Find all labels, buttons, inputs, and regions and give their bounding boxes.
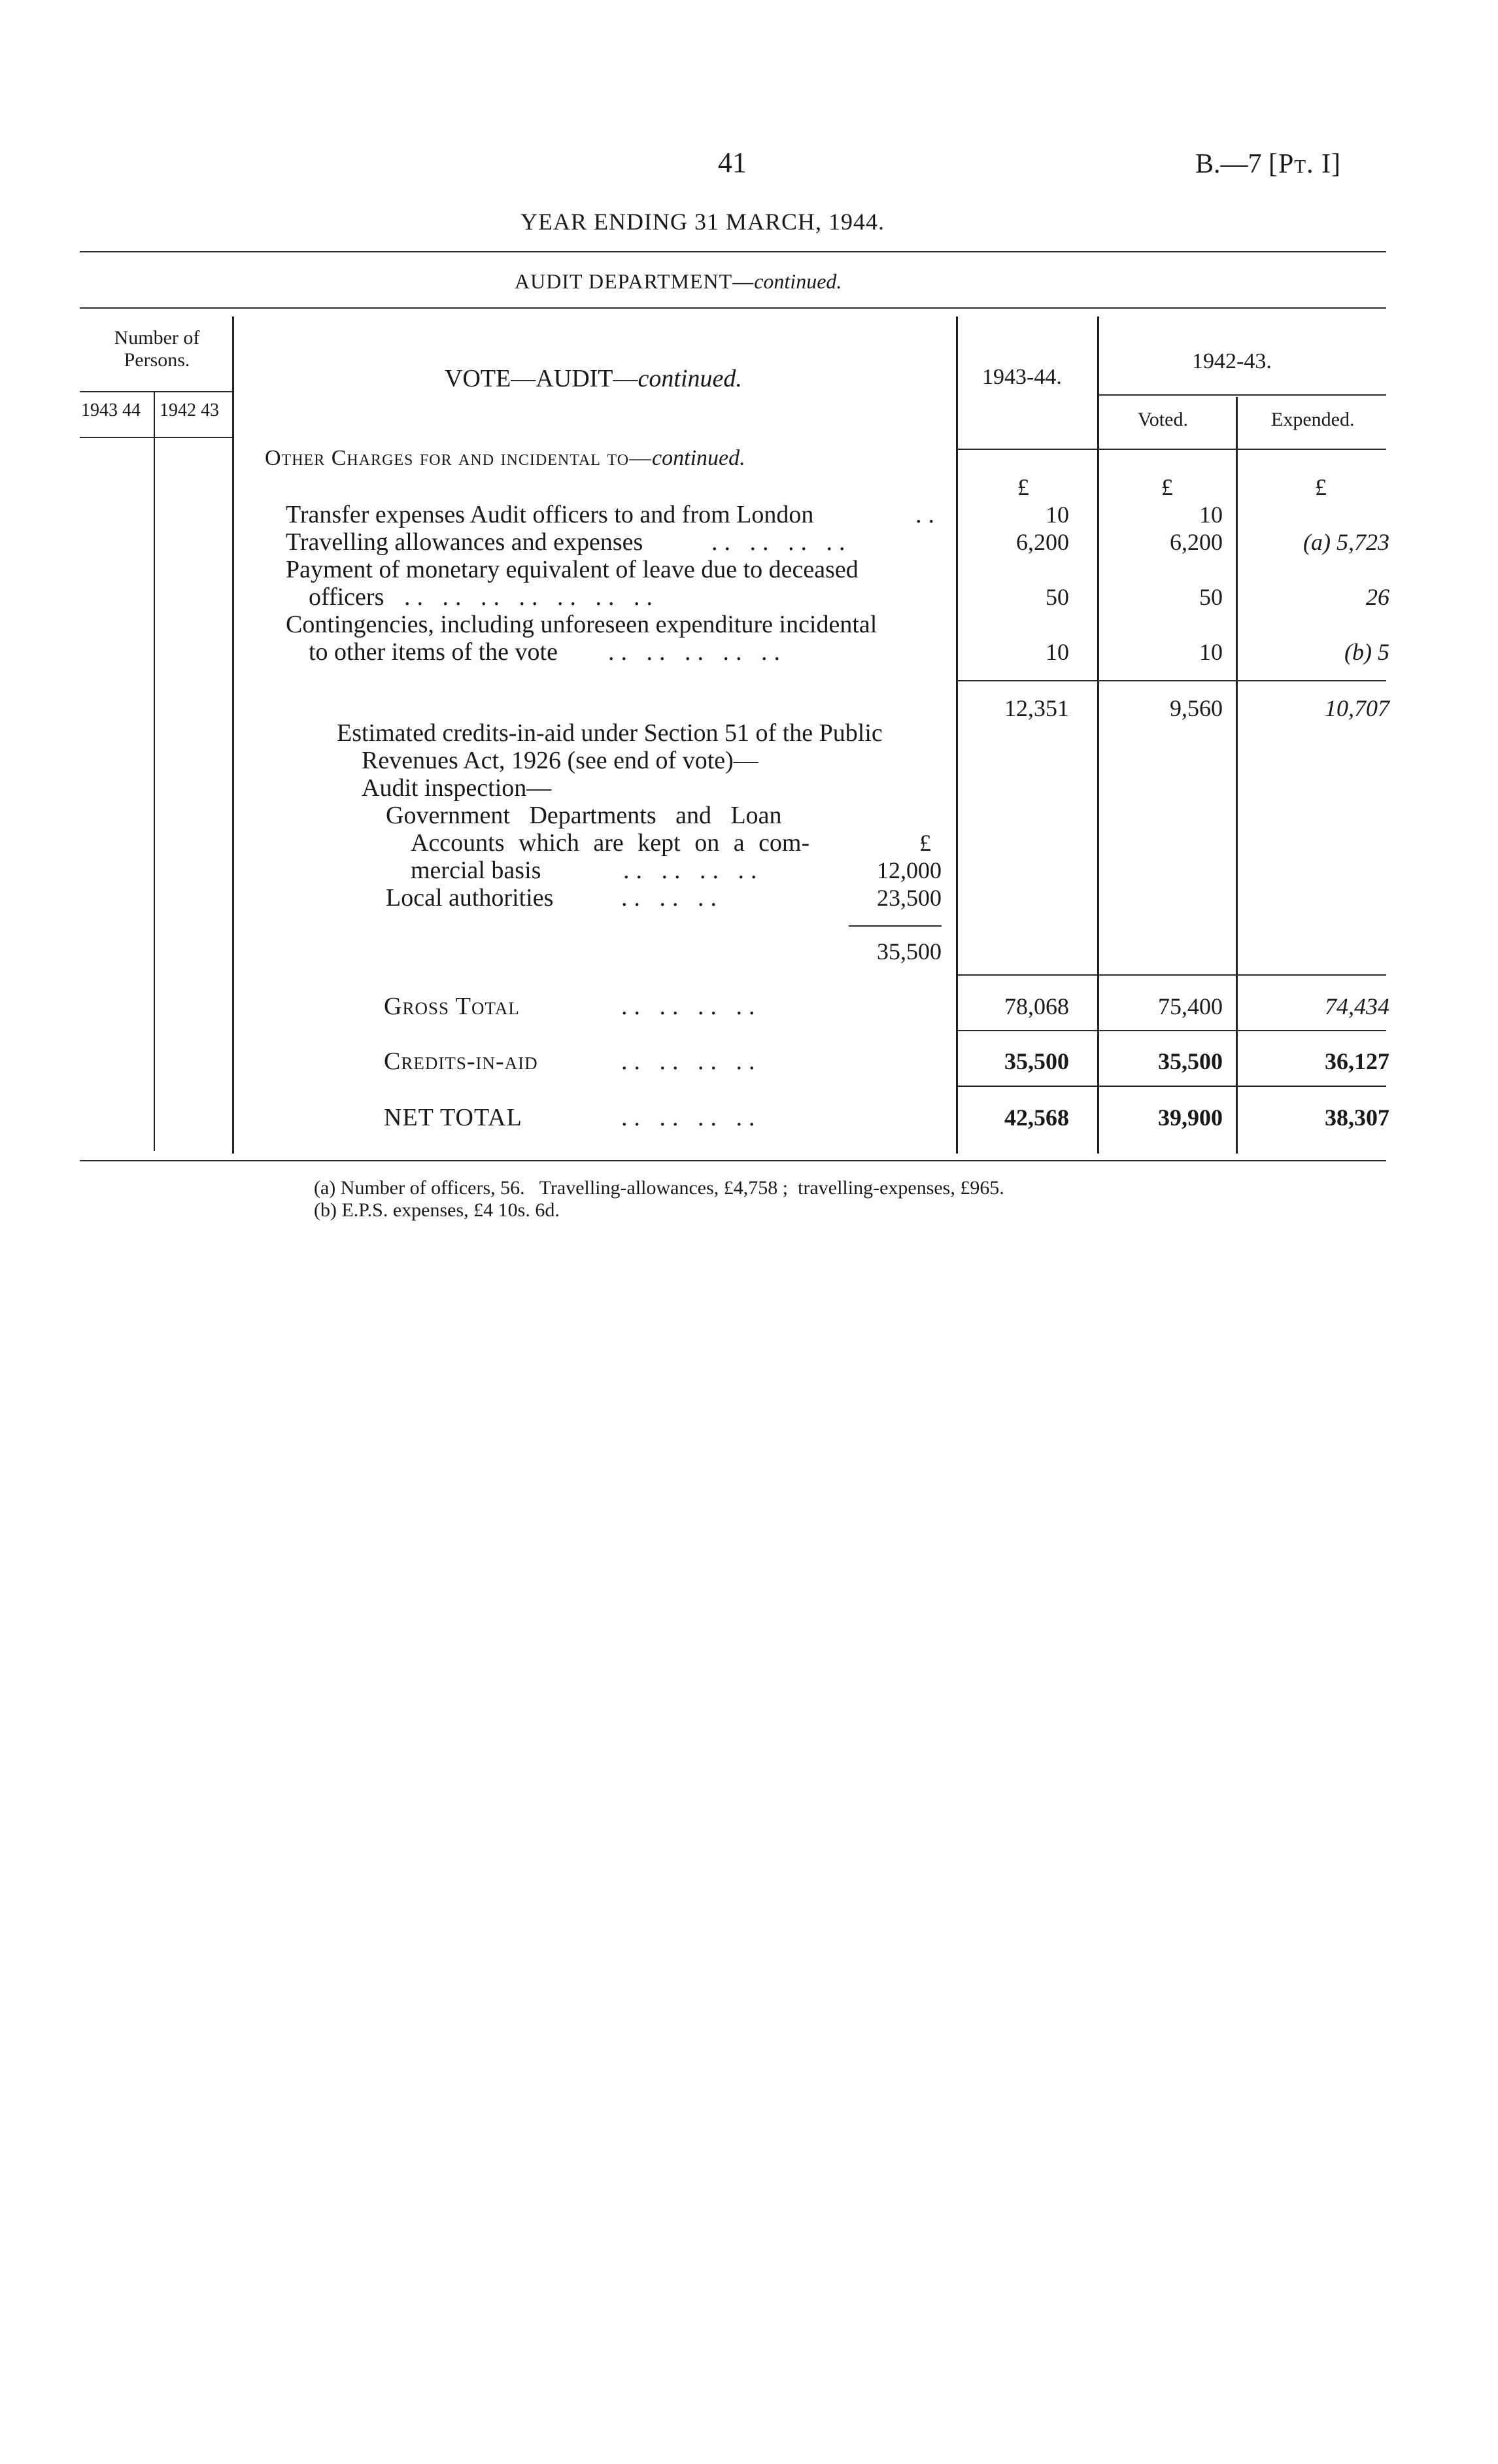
credits-note-dots: .. .. .. .. (623, 857, 764, 884)
section-heading-suffix: continued. (652, 446, 745, 470)
persons-col-1942: 1942 43 (160, 400, 219, 420)
section-heading-text: Other Charges for and incidental to— (265, 446, 653, 470)
department-title-text: AUDIT DEPARTMENT— (515, 269, 755, 293)
col-header-1943-44: 1943-44. (982, 365, 1062, 389)
persons-col-1943: 1943 44 (81, 400, 141, 420)
total-value-voted: 35,500 (1158, 1048, 1223, 1074)
footnote-b: (b) E.P.S. expenses, £4 10s. 6d. (314, 1199, 560, 1221)
credits-note-rule (849, 925, 942, 927)
credits-note-total: 35,500 (877, 938, 942, 965)
total-label: Gross Total (384, 993, 520, 1020)
footnote-a: (a) Number of officers, 56. Travelling-allowances, £4,758 ; travelling-expenses, £965. (314, 1177, 1004, 1199)
persons-subheader-rule (80, 437, 234, 438)
year-title: YEAR ENDING 31 MARCH, 1944. (520, 209, 885, 235)
row-label: to other items of the vote (309, 638, 558, 666)
currency-current: £ (1017, 474, 1029, 500)
credits-note-currency: £ (919, 830, 931, 856)
credits-note-value: 23,500 (877, 885, 942, 911)
vote-title (445, 365, 742, 392)
row-label: Contingencies, including unforeseen expenditure incidental (286, 611, 877, 638)
row-value-expended: 26 (1366, 584, 1389, 610)
subtotal-current: 12,351 (1004, 695, 1069, 721)
page-number: 41 (718, 146, 747, 179)
row-label: Transfer expenses Audit officers to and from London (286, 501, 814, 528)
persons-header-rule (80, 391, 234, 392)
credits-note-line: Accounts which are kept on a com- (411, 829, 810, 857)
row-label: Travelling allowances and expenses (286, 528, 643, 556)
total-value-current: 42,568 (1004, 1104, 1069, 1131)
row-value-current: 6,200 (1016, 529, 1069, 555)
row-value-voted: 10 (1199, 502, 1223, 528)
total-value-voted: 39,900 (1158, 1104, 1223, 1131)
credits-note-value: 12,000 (877, 857, 942, 883)
row-value-voted: 6,200 (1170, 529, 1223, 555)
credits-note-dots: .. .. .. (621, 884, 723, 912)
persons-divider (154, 392, 155, 1151)
credits-note-line: Local authorities (386, 884, 554, 912)
currency-expended: £ (1315, 474, 1327, 500)
document-reference-prefix: B.—7 (1195, 149, 1262, 179)
total-leader-dots: .. .. .. .. (621, 1048, 762, 1075)
total-value-expended: 74,434 (1325, 993, 1389, 1019)
persons-header: Number of Persons. (114, 327, 200, 371)
table-top-rule (80, 307, 1386, 309)
gross-total-rule (958, 1030, 1386, 1031)
total-value-expended: 38,307 (1325, 1104, 1389, 1131)
col-header-expended: Expended. (1271, 409, 1355, 430)
total-value-voted: 75,400 (1158, 993, 1223, 1019)
total-value-expended: 36,127 (1325, 1048, 1389, 1074)
total-label: NET TOTAL (384, 1104, 522, 1131)
row-value-voted: 10 (1199, 639, 1223, 665)
row-leader-dots: .. .. .. .. .. (608, 638, 787, 666)
row-label: Payment of monetary equivalent of leave due to deceased (286, 556, 859, 583)
subtotal-rule (958, 680, 1386, 681)
credits-note-line: Estimated credits-in-aid under Section 51 of the Public (337, 719, 883, 747)
currency-voted: £ (1161, 474, 1173, 500)
document-reference-part: [Pt. I] (1268, 149, 1342, 179)
total-value-current: 35,500 (1004, 1048, 1069, 1074)
row-leader-dots: .. (915, 501, 941, 528)
row-label: officers (309, 583, 384, 611)
department-title-suffix: continued. (754, 269, 842, 293)
row-leader-dots: .. .. .. .. .. .. .. (404, 583, 659, 611)
total-leader-dots: .. .. .. .. (621, 993, 762, 1020)
subtotal-expended: 10,707 (1325, 695, 1389, 721)
row-value-expended: (a) 5,723 (1303, 529, 1389, 555)
department-title (515, 269, 842, 294)
row-leader-dots: .. .. .. .. (711, 528, 852, 556)
total-value-current: 78,068 (1004, 993, 1069, 1019)
col-current-left-rule (956, 317, 958, 1154)
vote-title-text: VOTE—AUDIT— (445, 365, 638, 392)
section-heading (265, 446, 745, 471)
total-leader-dots: .. .. .. .. (621, 1104, 762, 1131)
col-header-bottom-rule (958, 449, 1386, 450)
credits-total-rule (958, 1086, 1386, 1087)
row-value-expended: (b) 5 (1344, 639, 1389, 665)
col-voted-right-rule (1236, 397, 1238, 1154)
row-value-current: 50 (1046, 584, 1069, 610)
persons-right-rule (232, 317, 234, 1154)
row-value-current: 10 (1046, 502, 1069, 528)
totals-top-rule (958, 974, 1386, 976)
subtotal-voted: 9,560 (1170, 695, 1223, 721)
row-value-current: 10 (1046, 639, 1069, 665)
col-header-voted: Voted. (1138, 409, 1188, 430)
credits-note-line: Government Departments and Loan (386, 802, 782, 829)
credits-note-line: mercial basis (411, 857, 541, 884)
col-header-prior-rule (1098, 394, 1386, 396)
row-value-voted: 50 (1199, 584, 1223, 610)
header-rule (80, 251, 1386, 252)
vote-title-suffix: continued. (638, 365, 742, 392)
credits-note-line: Audit inspection— (362, 774, 552, 802)
col-header-1942-43: 1942-43. (1192, 349, 1272, 373)
document-reference (1195, 150, 1341, 178)
col-current-right-rule (1097, 317, 1099, 1154)
table-bottom-rule (80, 1160, 1386, 1161)
total-label: Credits-in-aid (384, 1048, 538, 1075)
credits-note-line: Revenues Act, 1926 (see end of vote)— (362, 747, 758, 774)
